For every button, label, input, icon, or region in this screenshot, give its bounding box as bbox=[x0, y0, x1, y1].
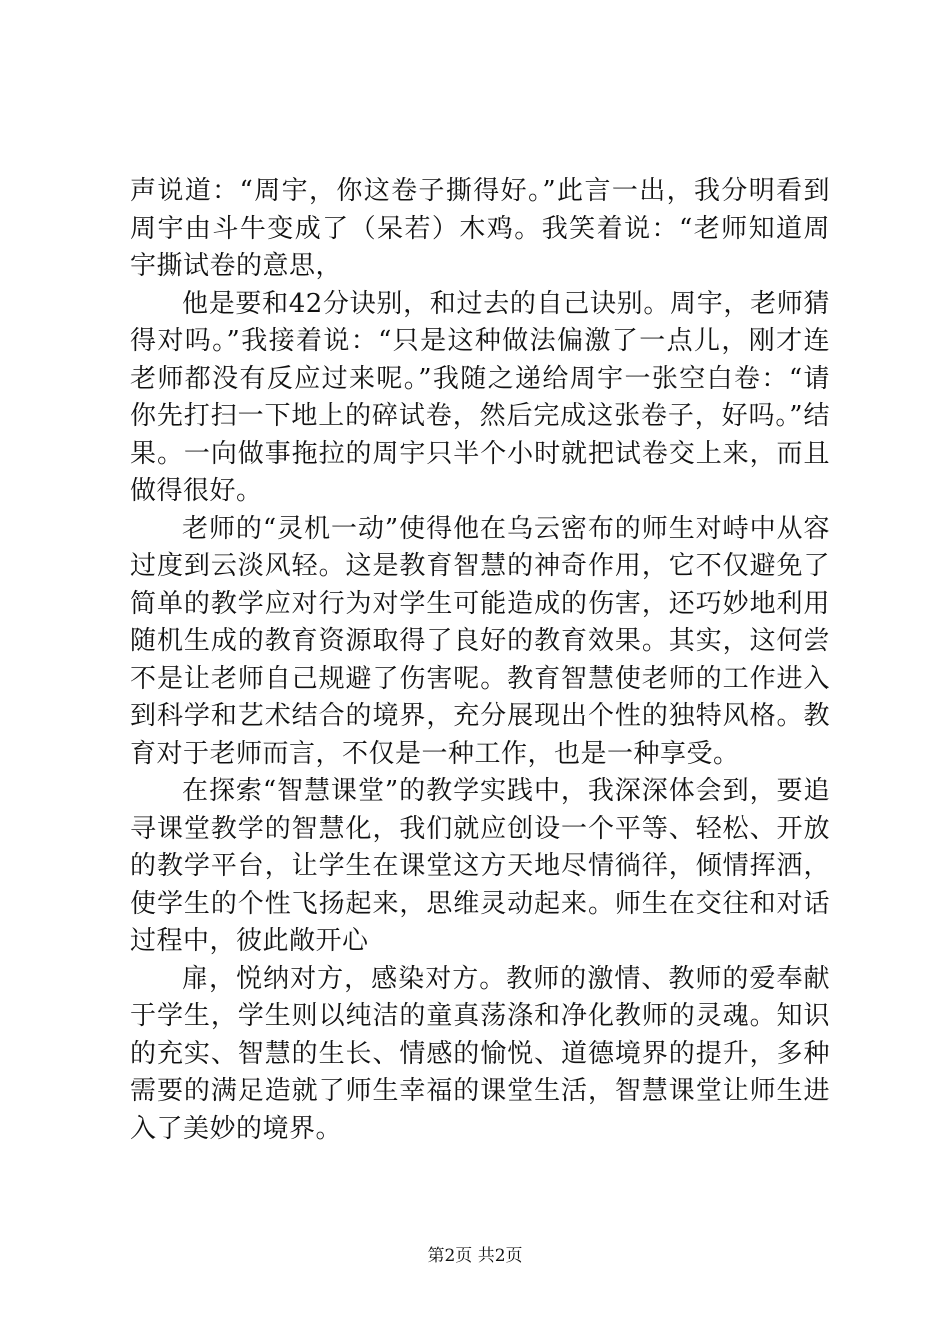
document-body bbox=[130, 173, 830, 1148]
paragraph-5: 扉，悦纳对方，感染对方。教师的激情、教师的爱奉献于学生，学生则以纯洁的童真荡涤和净化教师的灵魂。知识的充实、智慧的生长、情感的愉悦、道德境界的提升，多种需要的满足造就了师生幸福的课堂生活，智慧课堂让师生进入了美妙的境界。 bbox=[130, 963, 830, 1144]
paragraph-1: 声说道：“周宇，你这卷子撕得好。”此言一出，我分明看到周宇由斗牛变成了（呆若）木鸡。我笑着说：“老师知道周宇撕试卷的意思， bbox=[130, 176, 830, 281]
paragraph-2: 他是要和42分诀别，和过去的自己诀别。周宇，老师猜得对吗。”我接着说：“只是这种做法偏激了一点儿，刚才连老师都没有反应过来呢。”我随之递给周宇一张空白卷：“请你先打扫一下地上的碎试卷，然后完成这张卷子，好吗。”结果。一向做事拖拉的周宇只半个小时就把试卷交上来，而且做得很好。 bbox=[130, 288, 830, 506]
paragraph-4: 在探索“智慧课堂”的教学实践中，我深深体会到，要追寻课堂教学的智慧化，我们就应创设一个平等、轻松、开放的教学平台，让学生在课堂这方天地尽情徜徉，倾情挥洒，使学生的个性飞扬起来，思维灵动起来。师生在交往和对话过程中，彼此敞开心 bbox=[130, 776, 830, 956]
paragraph-3: 老师的“灵机一动”使得他在乌云密布的师生对峙中从容过度到云淡风轻。这是教育智慧的神奇作用，它不仅避免了简单的教学应对行为对学生可能造成的伤害，还巧妙地利用随机生成的教育资源取得了良好的教育效果。其实，这何尝不是让老师自己规避了伤害呢。教育智慧使老师的工作进入到科学和艺术结合的境界，充分展现出个性的独特风格。教育对于老师而言，不仅是一种工作，也是一种享受。 bbox=[130, 513, 830, 769]
page-number-footer: 第2页 共2页 bbox=[427, 1246, 523, 1266]
